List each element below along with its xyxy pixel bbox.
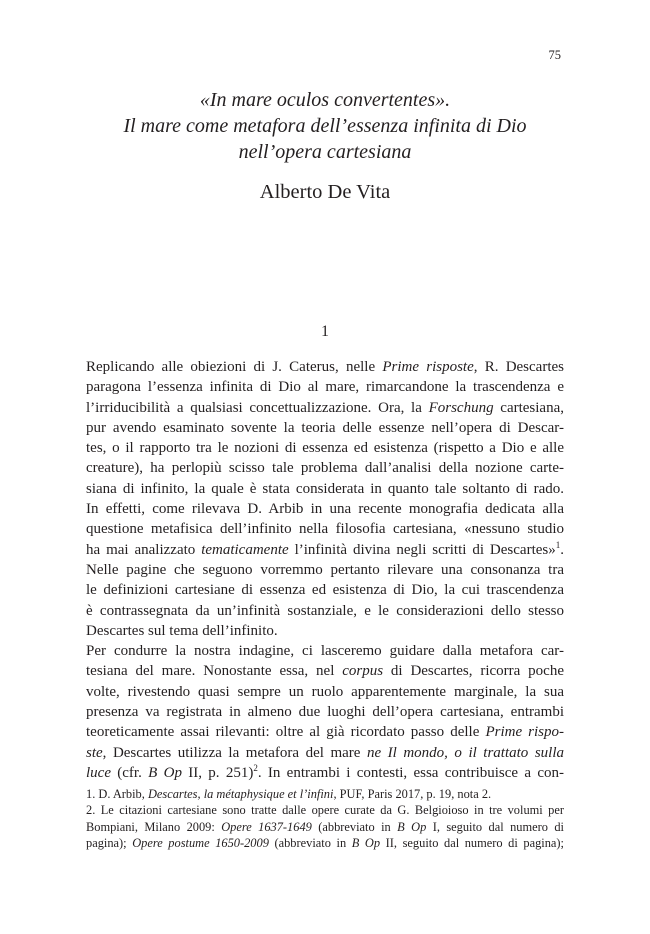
text-line: l’irriducibilità a qualsiasi concettualizzazione. Ora, la Forschung cartesiana, bbox=[86, 399, 564, 416]
text-line: pur avendo esaminato sovente la teoria delle essenze nell’opera di Descar- bbox=[86, 419, 564, 436]
section-number: 1 bbox=[321, 323, 329, 340]
body-text bbox=[86, 357, 564, 783]
text-line: tesiana del mare. Nonostante essa, nel corpus di Descartes, ricorra poche bbox=[86, 663, 564, 680]
footnote-line: Bompiani, Milano 2009: Opere 1637-1649 (abbreviato in B Op I, seguito dal numero di bbox=[86, 819, 564, 834]
footnote-2 bbox=[86, 802, 564, 851]
footnote-ref-1[interactable]: 1 bbox=[555, 539, 561, 550]
paragraph-1 bbox=[86, 357, 564, 641]
text-line: Nelle pagine che seguono vorremmo pertanto rilevare una consonanza tra bbox=[86, 561, 564, 578]
text-line: Descartes sul tema dell’infinito. bbox=[86, 622, 278, 639]
text-line: tes, o il rapporto tra le nozioni di essenza ed esistenza (rispetto a Dio e alle bbox=[86, 440, 564, 457]
footnote-line: pagina); Opere postume 1650-2009 (abbreviato in B Op II, seguito dal numero di pagina); bbox=[86, 836, 565, 851]
text-line: volte, rivestendo quasi sempre un ruolo apparentemente marginale, la sua bbox=[86, 683, 564, 700]
text-line: le definizioni cartesiane di essenza ed esistenza di Dio, la cui trascendenza bbox=[86, 582, 564, 599]
text-line: In effetti, come rilevava D. Arbib in una recente monografia dedicata alla bbox=[86, 501, 564, 518]
title-line-3: nell’opera cartesiana bbox=[238, 141, 412, 163]
text-line: paragona l’essenza infinita di Dio al mare, rimarcandone la trascendenza e bbox=[86, 379, 564, 396]
footnote-line: 2. Le citazioni cartesiane sono tratte dalle opere curate da G. Belgioioso in tre volumi per bbox=[86, 803, 564, 818]
author-name: Alberto De Vita bbox=[259, 181, 391, 203]
article-title bbox=[86, 87, 564, 165]
text-line: creature), ha perlopiù scisso tale problema dall’analisi della nozione carte- bbox=[86, 460, 564, 477]
page-number: 75 bbox=[548, 48, 561, 62]
text-line: questione metafisica dell’infinito nella filosofia cartesiana, «nessuno studio bbox=[86, 521, 564, 538]
footnote-1: 1. D. Arbib, Descartes, la métaphysique et l’infini, PUF, Paris 2017, p. 19, nota 2. bbox=[86, 787, 492, 801]
footnote-ref-2[interactable]: 2 bbox=[253, 762, 258, 773]
text-line: ste, Descartes utilizza la metafora del mare ne Il mondo, o il trattato sulla bbox=[86, 744, 565, 761]
text-line: Per condurre la nostra indagine, ci lasceremo guidare dalla metafora car- bbox=[86, 643, 564, 660]
text-line: siana di infinito, la quale è stata considerata in quanto tale soltanto di rado. bbox=[86, 480, 564, 497]
text-line: ha mai analizzato tematicamente l’infinità divina negli scritti di Descartes»$^1$. bbox=[86, 539, 564, 558]
text-line: è contrassegnata da un’infinità sostanziale, e le considerazioni dello stesso bbox=[86, 602, 564, 619]
text-line: Replicando alle obiezioni di J. Caterus, nelle Prime risposte, R. Descartes bbox=[86, 359, 564, 375]
title-line-1: «In mare oculos convertentes». bbox=[199, 89, 451, 111]
text-line: luce (cfr. B Op II, p. 251)$^2$. In entrambi i contesti, essa contribuisce a con- bbox=[86, 762, 564, 781]
title-line-2: Il mare come metafora dell’essenza infinita di Dio bbox=[123, 115, 527, 137]
paragraph-2 bbox=[86, 641, 564, 783]
footnotes bbox=[86, 786, 564, 852]
text-line: teoreticamente assai rilevanti: oltre al già ricordato passo delle Prime rispo- bbox=[86, 724, 564, 741]
text-line: presenza va registrata in almeno due luoghi dell’opera cartesiana, entrambi bbox=[86, 704, 564, 721]
